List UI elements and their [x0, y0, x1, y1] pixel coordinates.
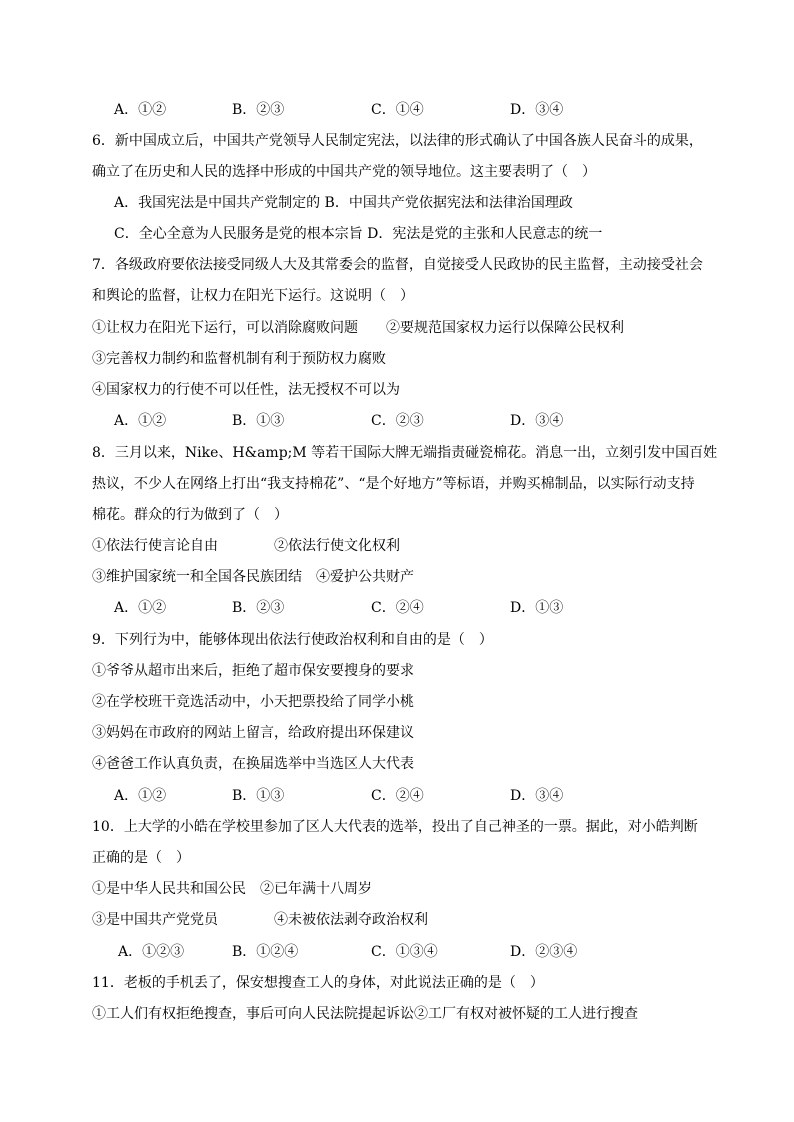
- q8-stem-line-3: 棉花。群众的行为做到了（ ）: [92, 507, 288, 523]
- q7-stem-line-1: 7．各级政府要依法接受同级人大及其常委会的监督，自觉接受人民政协的民主监督，主动接受社会: [92, 257, 703, 273]
- q8-option-b: B．②③: [232, 600, 285, 616]
- q5-option-b: B．②③: [232, 102, 285, 118]
- q5-option-a: A．①②: [114, 102, 167, 118]
- q10-options: [92, 940, 712, 964]
- q10-item-1-2: ①是中华人民共和国公民 ②已年满十八周岁: [92, 881, 372, 897]
- q6-options-ab: A．我国宪法是中国共产党制定的 B．中国共产党依据宪法和法律治国理政: [114, 195, 573, 211]
- q9-item-1: ①爷爷从超市出来后，拒绝了超市保安要搜身的要求: [92, 663, 414, 679]
- q6-stem-line-2: 确立了在历史和人民的选择中形成的中国共产党的领导地位。这主要表明了（ ）: [92, 164, 596, 180]
- q10-option-c: C．①③④: [371, 944, 438, 960]
- q9-option-b: B．①③: [232, 788, 285, 804]
- q9-option-a: A．①②: [114, 788, 167, 804]
- q5-options: [92, 98, 712, 122]
- q9-item-2: ②在学校班干竞选活动中，小天把票投给了同学小桃: [92, 694, 414, 710]
- q9-item-4: ④爸爸工作认真负责，在换届选举中当选区人大代表: [92, 756, 414, 772]
- q7-option-c: C．②③: [371, 413, 424, 429]
- q10-stem-line-2: 正确的是（ ）: [92, 850, 190, 866]
- q9-option-c: C．②④: [371, 788, 424, 804]
- q10-option-d: D．②③④: [510, 944, 578, 960]
- q7-item-4: ④国家权力的行使不可以任性，法无授权不可以为: [92, 382, 400, 398]
- q8-options: [92, 596, 712, 620]
- q8-option-a: A．①②: [114, 600, 167, 616]
- q7-option-a: A．①②: [114, 413, 167, 429]
- q9-options: [92, 784, 712, 808]
- q9-option-d: D．③④: [510, 788, 564, 804]
- q7-item-3: ③完善权力制约和监督机制有利于预防权力腐败: [92, 351, 386, 367]
- q8-option-d: D．①③: [510, 600, 564, 616]
- q9-stem: 9．下列行为中，能够体现出依法行使政治权利和自由的是（ ）: [92, 632, 493, 648]
- q5-option-c: C．①④: [371, 102, 424, 118]
- q11-item-1-2: ①工人们有权拒绝搜查，事后可向人民法院提起诉讼②工厂有权对被怀疑的工人进行搜查: [92, 1006, 638, 1022]
- q11-stem: 11．老板的手机丢了，保安想搜查工人的身体，对此说法正确的是（ ）: [92, 975, 544, 991]
- q6-options-cd: C．全心全意为人民服务是党的根本宗旨 D．宪法是党的主张和人民意志的统一: [114, 226, 603, 242]
- q8-option-c: C．②④: [371, 600, 424, 616]
- q7-options: [92, 409, 712, 433]
- q5-option-d: D．③④: [510, 102, 564, 118]
- q7-option-b: B．①③: [232, 413, 285, 429]
- q8-stem-line-2: 热议，不少人在网络上打出“我支持棉花”、“是个好地方”等标语，并购买棉制品，以实际行动支持: [92, 476, 695, 492]
- q8-item-3-4: ③维护国家统一和全国各民族团结 ④爱护公共财产: [92, 569, 414, 585]
- q7-stem-line-2: 和舆论的监督，让权力在阳光下运行。这说明（ ）: [92, 288, 414, 304]
- q9-item-3: ③妈妈在市政府的网站上留言，给政府提出环保建议: [92, 725, 414, 741]
- q10-option-a: A．①②③: [118, 944, 185, 960]
- q7-option-d: D．③④: [510, 413, 564, 429]
- q6-stem-line-1: 6．新中国成立后，中国共产党领导人民制定宪法，以法律的形式确认了中国各族人民奋斗的成果，: [92, 133, 703, 149]
- q7-item-1-2: ①让权力在阳光下运行，可以消除腐败问题 ②要规范国家权力运行以保障公民权利: [92, 320, 624, 336]
- q10-stem-line-1: 10．上大学的小皓在学校里参加了区人大代表的选举，投出了自己神圣的一票。据此，对小皓判断: [92, 819, 698, 835]
- q8-stem-line-1: 8．三月以来，Nike、H&amp;M 等若干国际大牌无端指责碰瓷棉花。消息一出，立刻引发中国百姓: [92, 445, 718, 461]
- q8-item-1-2: ①依法行使言论自由 ②依法行使文化权利: [92, 538, 400, 554]
- q10-item-3-4: ③是中国共产党党员 ④未被依法剥夺政治权利: [92, 912, 428, 928]
- q10-option-b: B．①②④: [232, 944, 299, 960]
